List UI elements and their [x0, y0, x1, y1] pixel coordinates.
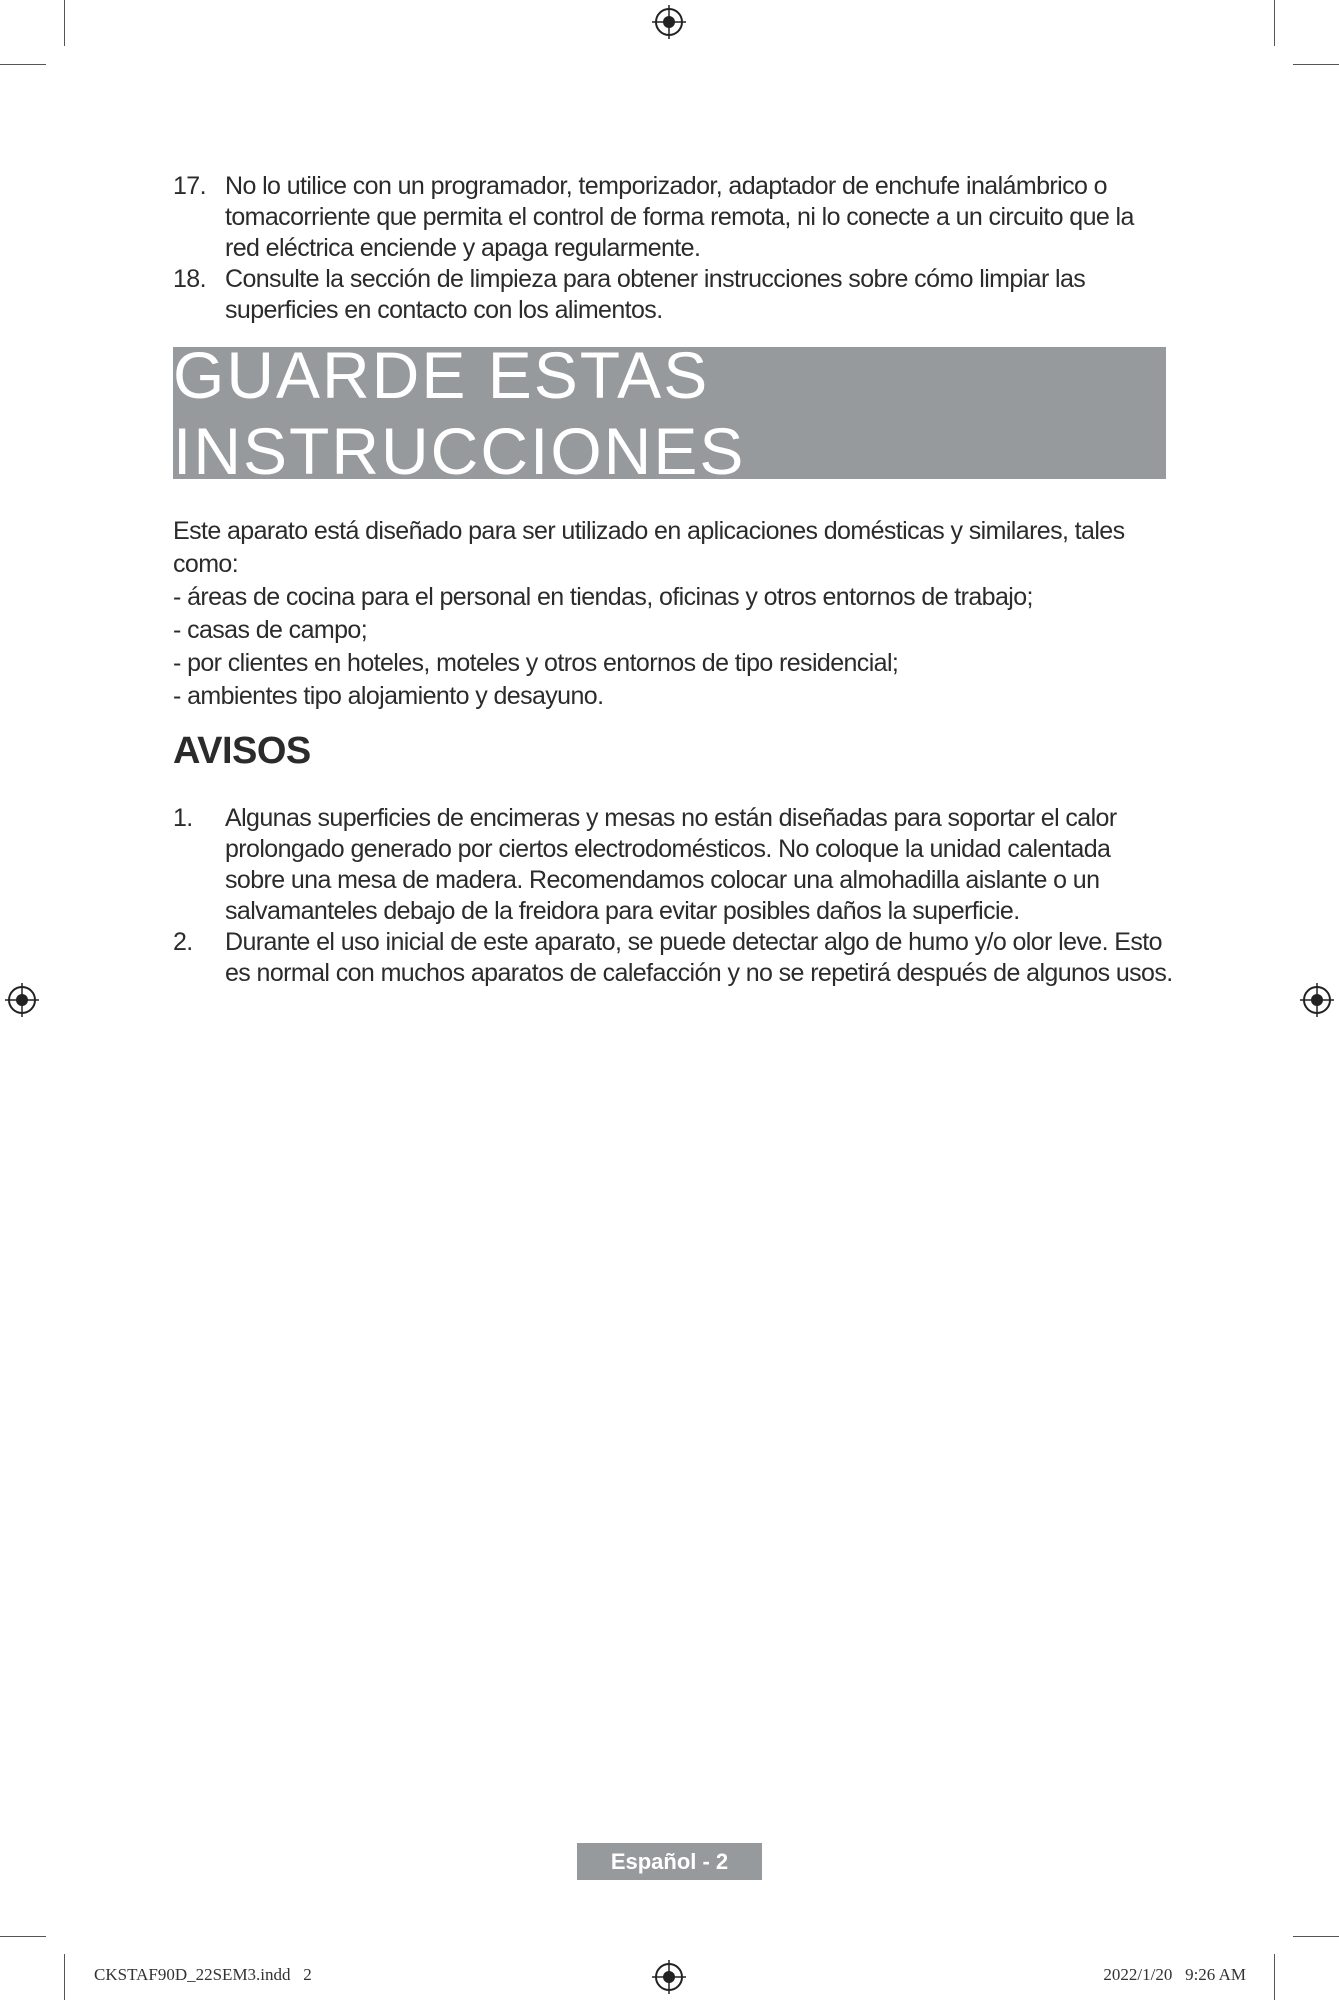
registration-mark-icon [652, 5, 686, 39]
crop-mark [64, 0, 65, 46]
page-number-label [577, 1843, 762, 1880]
registration-mark-icon [1300, 983, 1334, 1017]
list-number: 18. [173, 265, 206, 293]
crop-mark [1274, 1954, 1275, 2000]
list-number: 17. [173, 172, 206, 200]
list-text: Durante el uso inicial de este aparato, se puede detectar algo de humo y/o olor leve. Esto es normal con muchos aparatos de calefacción y no se repetirá después de algunos usos. [225, 928, 1173, 987]
usage-line: - ambientes tipo alojamiento y desayuno. [173, 682, 604, 710]
crop-mark [1293, 1936, 1339, 1937]
date-slug: 2022/1/20 9:26 AM [1103, 1965, 1246, 1984]
avisos-list [173, 803, 1173, 989]
usage-line: - áreas de cocina para el personal en tiendas, oficinas y otros entornos de trabajo; [173, 583, 1033, 611]
list-number: 2. [173, 928, 193, 956]
usage-intro: Este aparato está diseñado para ser utilizado en aplicaciones domésticas y similares, tales como: [173, 517, 1125, 578]
list-item [173, 803, 1173, 927]
list-item [173, 264, 1173, 326]
crop-mark [0, 1936, 46, 1937]
usage-line: - por clientes en hoteles, moteles y otros entornos de tipo residencial; [173, 649, 899, 677]
list-text: Consulte la sección de limpieza para obtener instrucciones sobre cómo limpiar las superficies en contacto con los alimentos. [225, 265, 1086, 324]
instruction-list [173, 171, 1173, 326]
registration-mark-icon [5, 983, 39, 1017]
list-item [173, 171, 1173, 264]
list-text: Algunas superficies de encimeras y mesas no están diseñadas para soportar el calor prolongado generado por ciertos electrodomésticos. No coloque la unidad calentada sobre una mesa de madera. Recomendamos colocar una almohadilla aislante o un salvamanteles debajo de la freidora para evitar posibles daños la superficie. [225, 804, 1117, 925]
avisos-heading: AVISOS [173, 730, 311, 772]
usage-section [173, 515, 1173, 713]
list-text: No lo utilice con un programador, temporizador, adaptador de enchufe inalámbrico o tomacorriente que permita el control de forma remota, ni lo conecte a un circuito que la red eléctrica enciende y apaga regularmente. [225, 172, 1134, 262]
crop-mark [64, 1954, 65, 2000]
page-label-text: Español - 2 [610, 1848, 729, 1874]
file-slug: CKSTAF90D_22SEM3.indd 2 [94, 1965, 312, 1984]
list-item [173, 927, 1173, 989]
list-number: 1. [173, 804, 193, 832]
usage-line: - casas de campo; [173, 616, 368, 644]
registration-mark-icon [652, 1960, 686, 1994]
banner-title: GUARDE ESTAS INSTRUCCIONES [173, 338, 746, 488]
crop-mark [0, 64, 46, 65]
crop-mark [1274, 0, 1275, 46]
crop-mark [1293, 64, 1339, 65]
save-instructions-banner [173, 338, 1166, 488]
